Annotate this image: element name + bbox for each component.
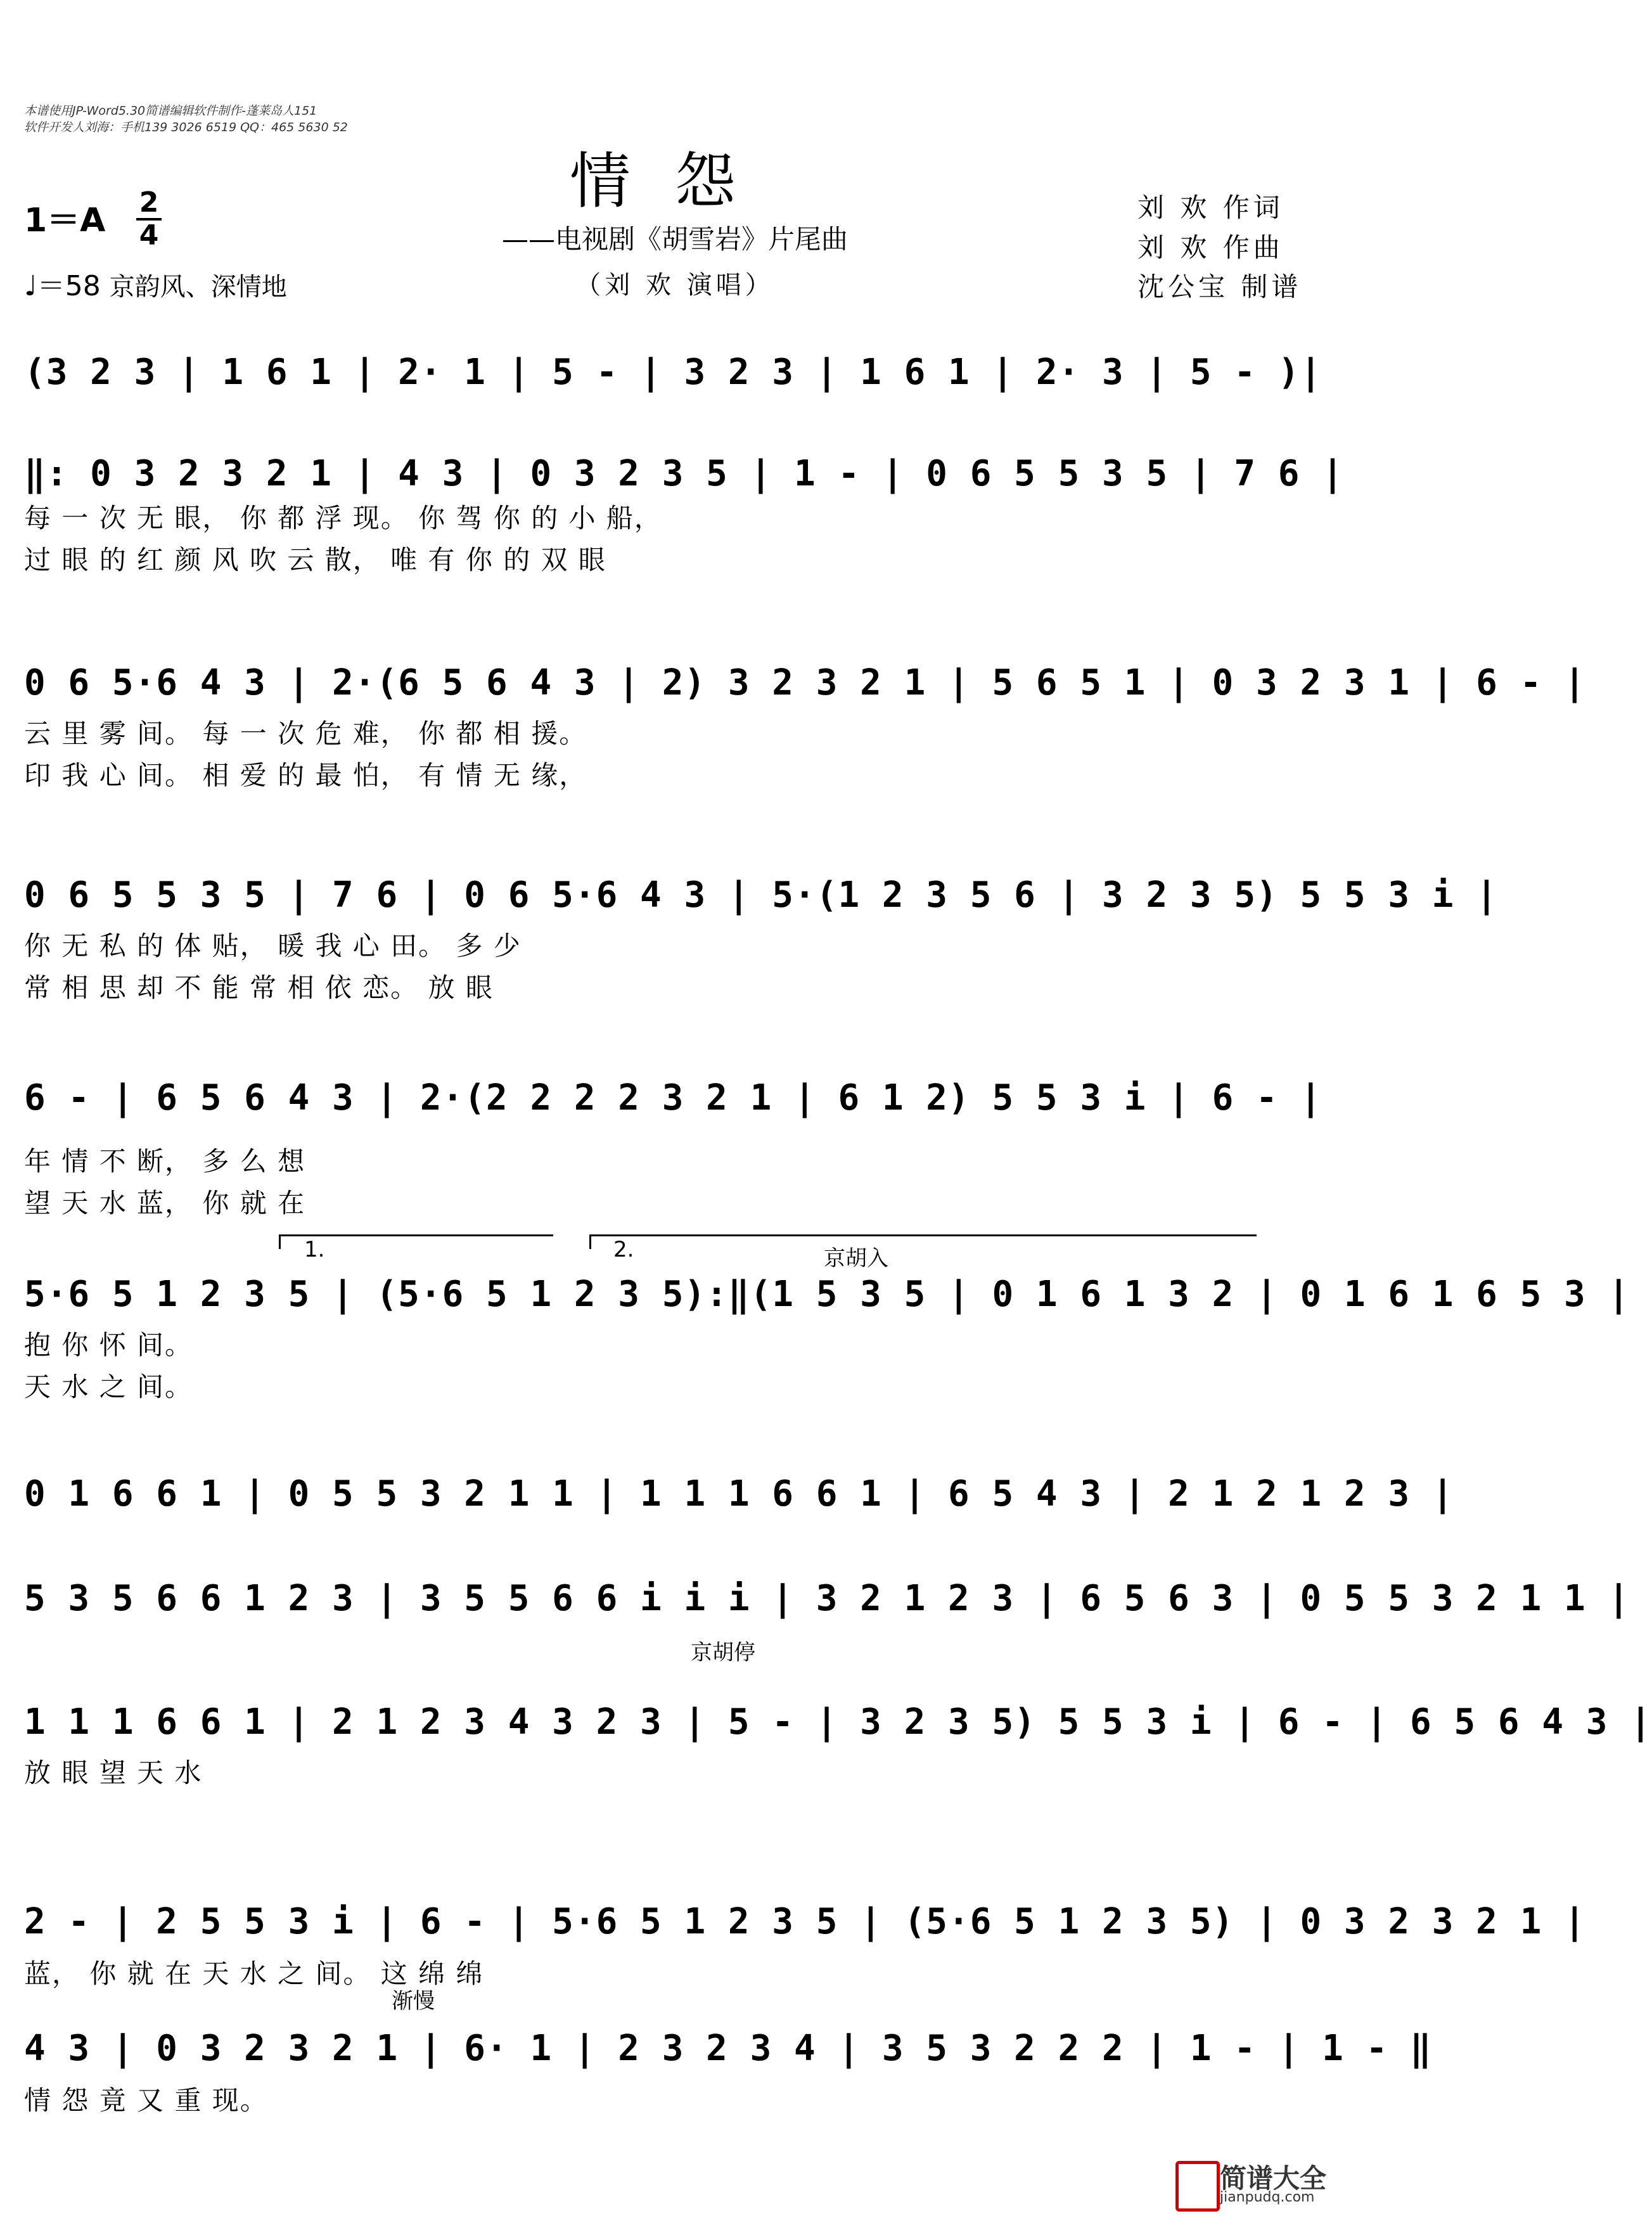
- time-signature-bottom: 4: [139, 219, 159, 252]
- tempo-style: 京韵风、深情地: [109, 272, 287, 302]
- song-performer: （刘 欢 演唱）: [575, 271, 774, 300]
- notation-row: 5 3 5 6 6 1 2 3 | 3 5 5 6 6 i i i | 3 2 1 2 3 | 6 5 6 3 | 0 5 5 3 2 1 1 |: [24, 1578, 1630, 1619]
- logo-title: 简谱大全: [1220, 2163, 1327, 2194]
- tempo-value: ＝58: [37, 270, 101, 302]
- lyric-line: 蓝， 你 就 在 天 水 之 间。 这 绵 绵: [24, 1958, 484, 1989]
- time-signature-top: 2: [139, 186, 159, 219]
- lyric-line: 印 我 心 间。 相 爱 的 最 怕， 有 情 无 缘，: [24, 760, 587, 791]
- notation-row: 2 - | 2 5 5 3 i | 6 - | 5·6 5 1 2 3 5 | (5·6 5 1 2 3 5) | 0 3 2 3 2 1 |: [24, 1901, 1586, 1942]
- notation-row: ‖: 0 3 2 3 2 1 | 4 3 | 0 3 2 3 5 | 1 - | 0 6 5 5 3 5 | 7 6 |: [24, 453, 1344, 494]
- notation-row: (3 2 3 | 1 6 1 | 2· 1 | 5 - | 3 2 3 | 1 6 1 | 2· 3 | 5 - )|: [24, 352, 1322, 393]
- lyric-line: 每 一 次 无 眼， 你 都 浮 现。 你 驾 你 的 小 船，: [24, 503, 662, 534]
- key-signature: 1＝A: [24, 202, 106, 240]
- notation-row: 1 1 1 6 6 1 | 2 1 2 3 4 3 2 3 | 5 - | 3 2 3 5) 5 5 3 i | 6 - | 6 5 6 4 3 |: [24, 1701, 1652, 1743]
- tempo-marking: [24, 263, 287, 304]
- erhu-stop-annotation: 京胡停: [691, 1640, 755, 1665]
- arranger: 沈公宝 制谱: [1137, 271, 1302, 302]
- lyric-line: 常 相 思 却 不 能 常 相 依 恋。 放 眼: [24, 972, 494, 1003]
- volta-2-bracket: [589, 1234, 1257, 1249]
- volta-1-label: 1.: [304, 1237, 325, 1262]
- lyric-line: 你 无 私 的 体 贴， 暖 我 心 田。 多 少: [24, 930, 522, 961]
- notation-row: 5·6 5 1 2 3 5 | (5·6 5 1 2 3 5):‖(1 5 3 5 | 0 1 6 1 3 2 | 0 1 6 1 6 5 3 |: [24, 1274, 1630, 1315]
- lyric-line: 年 情 不 断， 多 么 想: [24, 1146, 306, 1177]
- volta-2-label: 2.: [613, 1237, 634, 1262]
- lyric-line: 天 水 之 间。: [24, 1371, 193, 1402]
- notation-row: 0 6 5·6 4 3 | 2·(6 5 6 4 3 | 2) 3 2 3 2 1 | 5 6 5 1 | 0 3 2 3 1 | 6 - |: [24, 662, 1586, 703]
- lyric-line: 过 眼 的 红 颜 风 吹 云 散， 唯 有 你 的 双 眼: [24, 544, 606, 575]
- logo-mark-icon: [1175, 2161, 1220, 2212]
- quarter-note-icon: ♩: [24, 270, 37, 302]
- song-subtitle: ——电视剧《胡雪岩》片尾曲: [501, 224, 848, 255]
- notation-row: 0 1 6 6 1 | 0 5 5 3 2 1 1 | 1 1 1 6 6 1 | 6 5 4 3 | 2 1 2 1 2 3 |: [24, 1473, 1454, 1515]
- erhu-in-annotation: 京胡入: [824, 1246, 888, 1271]
- lyric-line: 抱 你 怀 间。: [24, 1329, 193, 1361]
- lyric-line: 情 怨 竟 又 重 现。: [24, 2085, 268, 2116]
- software-credit-line2: 软件开发人刘海：手机139 3026 6519 QQ：465 5630 52: [24, 120, 348, 134]
- volta-1-bracket: [279, 1234, 553, 1249]
- lyric-line: 望 天 水 蓝， 你 就 在: [24, 1188, 306, 1219]
- lyric-line: 放 眼 望 天 水: [24, 1757, 203, 1788]
- song-title: 情怨: [570, 146, 780, 217]
- notation-row: 6 - | 6 5 6 4 3 | 2·(2 2 2 2 3 2 1 | 6 1 2) 5 5 3 i | 6 - |: [24, 1077, 1322, 1118]
- logo-site: jianpudq.com: [1220, 2189, 1315, 2205]
- notation-row: 0 6 5 5 3 5 | 7 6 | 0 6 5·6 4 3 | 5·(1 2 3 5 6 | 3 2 3 5) 5 5 3 i |: [24, 874, 1498, 916]
- site-logo: [1175, 2158, 1334, 2208]
- lyric-line: 云 里 雾 间。 每 一 次 危 难， 你 都 相 援。: [24, 718, 587, 749]
- lyricist: 刘 欢 作词: [1137, 192, 1284, 223]
- software-credit-line1: 本谱使用JP-Word5.30简谱编辑软件制作-蓬莱岛人151: [24, 104, 317, 118]
- ritardando-annotation: 渐慢: [392, 1989, 435, 2014]
- time-signature: [136, 186, 162, 252]
- composer: 刘 欢 作曲: [1137, 232, 1284, 263]
- notation-row: 4 3 | 0 3 2 3 2 1 | 6· 1 | 2 3 2 3 4 | 3 5 3 2 2 2 | 1 - | 1 - ‖: [24, 2028, 1432, 2069]
